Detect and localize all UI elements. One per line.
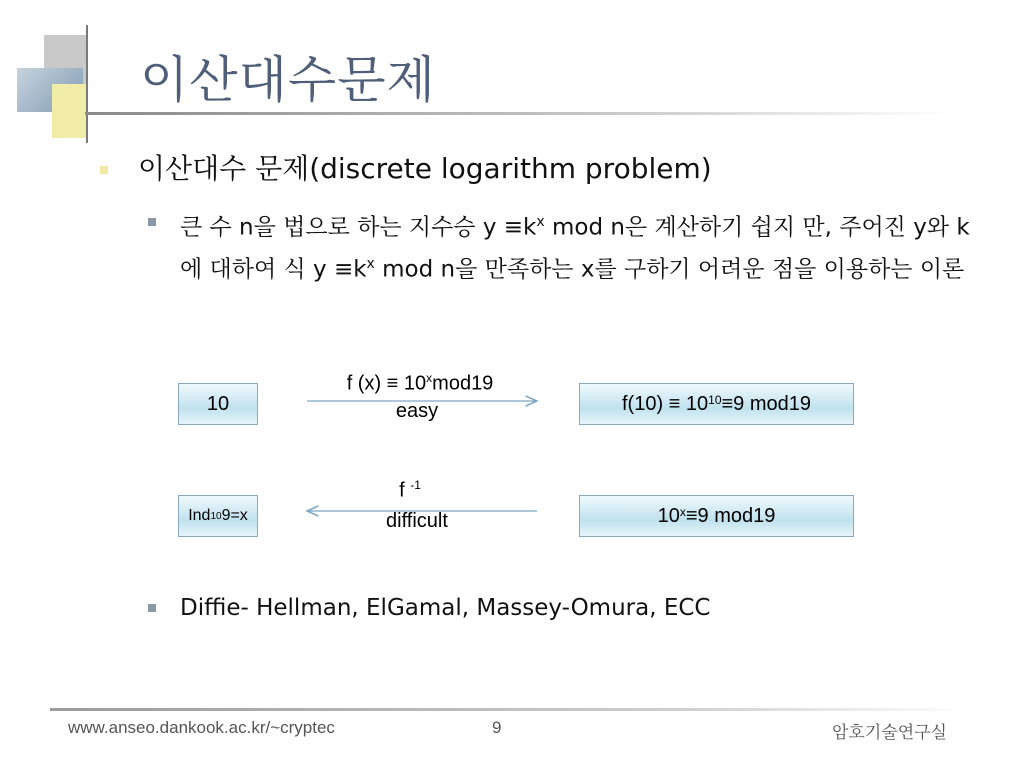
box-text: Ind	[188, 507, 211, 524]
corner-vertical-line	[86, 25, 88, 143]
bullet-marker-lvl2	[148, 218, 156, 226]
formula-text: f	[399, 479, 411, 502]
box-text: ≡9 mod19	[721, 392, 812, 415]
bullet-description	[180, 204, 970, 287]
page-title: 이산대수문제	[140, 51, 436, 109]
footer-org: 암호기술연구실	[832, 723, 947, 742]
box-superscript: 10	[708, 393, 722, 407]
description-superscript: x	[536, 214, 545, 230]
description-text: mod n을 만족하는 x를 구하기 어려운 점을 이용하는 이론	[374, 256, 965, 283]
box-congruence	[579, 495, 854, 537]
box-output-f10	[579, 383, 854, 425]
corner-block-yellow	[52, 84, 88, 138]
box-superscript: x	[679, 505, 686, 519]
formula-superscript: -1	[410, 478, 421, 492]
arrow-easy-label: easy	[395, 400, 439, 422]
formula-superscript: x	[426, 371, 433, 385]
bullet-applications: Diffie- Hellman, ElGamal, Massey-Omura, ECC	[180, 595, 711, 621]
box-input-10: 10	[178, 383, 258, 425]
box-text: ≡9 mod19	[685, 504, 776, 527]
footer-divider	[50, 708, 970, 711]
description-text: mod n은 계산하기 쉽지 만, 주어진 y와 k에 대하여 식 y ≡k	[180, 214, 970, 283]
formula-text: mod19	[432, 372, 494, 395]
bullet-marker-lvl1	[100, 166, 108, 174]
bullet-discrete-log: 이산대수 문제(discrete logarithm problem)	[138, 152, 712, 185]
box-text: f(10) ≡ 10	[621, 392, 709, 415]
title-divider	[85, 112, 955, 115]
footer-page-number: 9	[492, 718, 502, 737]
box-subscript: 10	[210, 510, 222, 522]
footer-url: www.anseo.dankook.ac.kr/~cryptec	[68, 718, 335, 737]
bullet-marker-lvl2	[148, 604, 156, 612]
arrow-difficult-label: difficult	[386, 510, 448, 532]
arrow-difficult-formula	[310, 478, 510, 503]
description-text: 큰 수 n을 법으로 하는 지수승 y ≡k	[180, 214, 537, 241]
description-superscript: x	[366, 255, 375, 272]
box-text: 9=x	[221, 507, 248, 524]
arrow-easy-formula	[310, 371, 530, 396]
box-ind-result	[178, 495, 258, 537]
box-text: 10	[657, 504, 680, 527]
formula-text: f (x) ≡ 10	[346, 372, 427, 395]
